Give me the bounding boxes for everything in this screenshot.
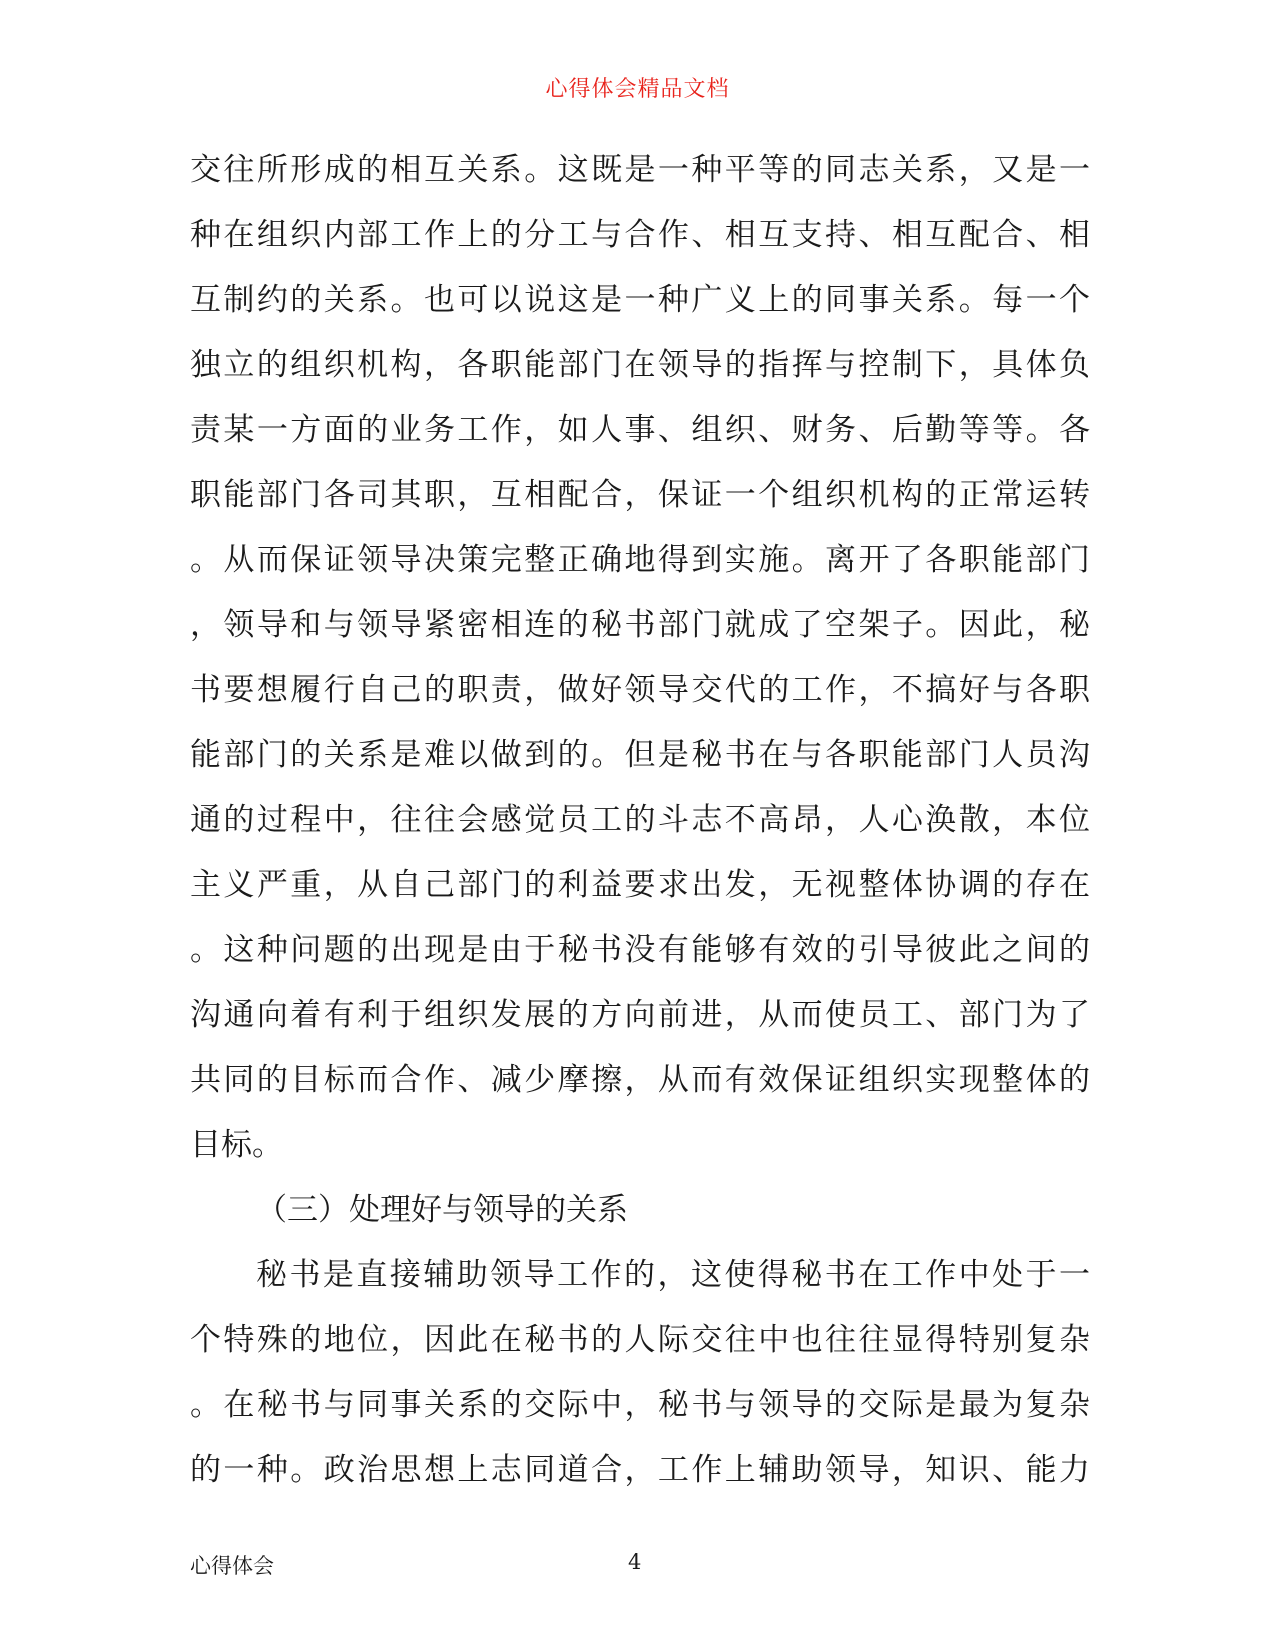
body-line-15: 共同的目标而合作、减少摩擦，从而有效保证组织实现整体的 (190, 1062, 1090, 1098)
body-line-7: 。从而保证领导决策完整正确地得到实施。离开了各职能部门 (190, 542, 1090, 578)
body-line-21: 的一种。政治思想上志同道合，工作上辅助领导，知识、能力 (190, 1452, 1090, 1488)
body-line-6: 职能部门各司其职，互相配合，保证一个组织机构的正常运转 (190, 477, 1090, 513)
body-line-16: 目标。 (190, 1127, 283, 1163)
body-line-18: 秘书是直接辅助领导工作的，这使得秘书在工作中处于一 (256, 1257, 1090, 1293)
body-line-14: 沟通向着有利于组织发展的方向前进，从而使员工、部门为了 (190, 997, 1090, 1033)
section-heading: （三）处理好与领导的关系 (256, 1192, 628, 1228)
document-header-title: 心得体会精品文档 (545, 77, 730, 102)
body-line-20: 。在秘书与同事关系的交际中，秘书与领导的交际是最为复杂 (190, 1387, 1090, 1423)
body-line-9: 书要想履行自己的职责，做好领导交代的工作，不搞好与各职 (190, 672, 1090, 708)
body-line-11: 通的过程中，往往会感觉员工的斗志不高昂，人心涣散，本位 (190, 802, 1090, 838)
body-line-12: 主义严重，从自己部门的利益要求出发，无视整体协调的存在 (190, 867, 1090, 903)
body-line-10: 能部门的关系是难以做到的。但是秘书在与各职能部门人员沟 (190, 737, 1090, 773)
body-line-1: 交往所形成的相互关系。这既是一种平等的同志关系，又是一 (190, 152, 1090, 188)
body-line-19: 个特殊的地位，因此在秘书的人际交往中也往往显得特别复杂 (190, 1322, 1090, 1358)
body-line-13: 。这种问题的出现是由于秘书没有能够有效的引导彼此之间的 (190, 932, 1090, 968)
body-line-3: 互制约的关系。也可以说这是一种广义上的同事关系。每一个 (190, 282, 1090, 318)
footer-label: 心得体会 (190, 1554, 274, 1578)
body-line-5: 责某一方面的业务工作，如人事、组织、财务、后勤等等。各 (190, 412, 1090, 448)
body-line-8: ，领导和与领导紧密相连的秘书部门就成了空架子。因此，秘 (190, 607, 1090, 643)
page-number: 4 (628, 1550, 642, 1574)
body-line-4: 独立的组织机构，各职能部门在领导的指挥与控制下，具体负 (190, 347, 1090, 383)
body-line-2: 种在组织内部工作上的分工与合作、相互支持、相互配合、相 (190, 217, 1090, 253)
document-body (190, 138, 1090, 1503)
